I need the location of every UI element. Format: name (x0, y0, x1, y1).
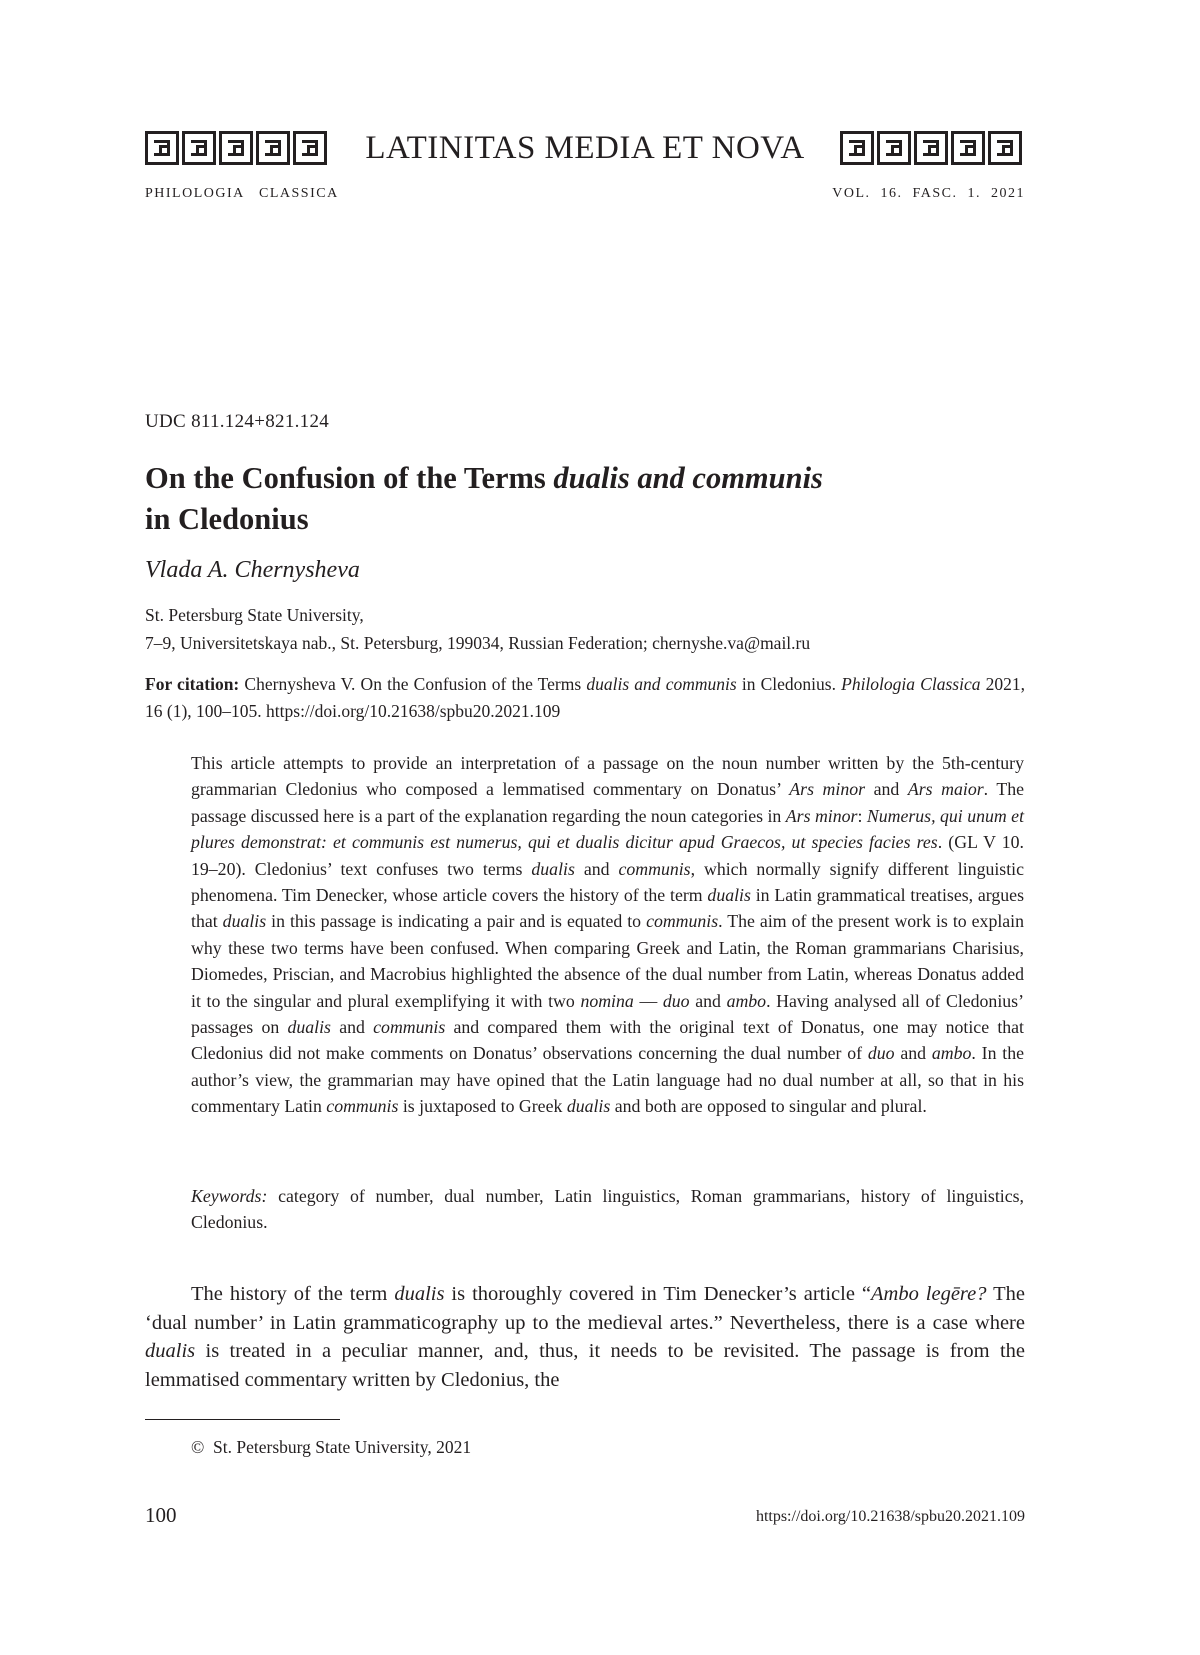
keywords-text: category of number, dual number, Latin linguistics, Roman grammarians, history of linguistics, Cledonius. (191, 1186, 1024, 1233)
journal-title: LATINITAS MEDIA ET NOVA (365, 129, 805, 166)
abstract-italic: dualis (707, 885, 751, 906)
abstract-italic: nomina (580, 990, 634, 1011)
citation-doi[interactable]: 2021, 16 (1), 100–105. https://doi.org/10.21638/spbu20.2021.109 (145, 674, 1026, 721)
body-italic: dualis (145, 1340, 196, 1363)
abstract-italic: communis (646, 911, 719, 932)
abstract-italic: dualis (531, 858, 575, 879)
abstract-italic: Ars maior (907, 779, 984, 800)
body-paragraph-text: The ‘dual number’ in Latin grammaticography up to the medieval artes.” Nevertheless, there is a case where (145, 1283, 1025, 1334)
abstract-text: and (689, 990, 727, 1011)
abstract-text: . In the author’s view, the grammarian may have opined that the Latin language had no dual number at all, so that in his commentary Latin (191, 1043, 1025, 1117)
abstract-text: — (633, 990, 663, 1011)
abstract-italic: dualis (287, 1017, 331, 1038)
abstract-italic: duo (662, 990, 690, 1011)
body-text (145, 1280, 1025, 1394)
abstract-text: . (GL V 10. 19–20). Cledonius’ text confuses two terms (191, 832, 1024, 879)
abstract-italic: communis (326, 1096, 399, 1117)
abstract-italic: dualis (222, 911, 267, 932)
abstract-text: . The passage discussed here is a part of the explanation regarding the noun categories in (191, 779, 1024, 826)
citation-journal: Philologia Classica (841, 674, 981, 694)
abstract-italic: communis (373, 1017, 446, 1038)
abstract-text: in this passage is indicating a pair and is equated to (266, 911, 647, 932)
running-head-section: PHILOLOGIA CLASSICA (145, 186, 339, 201)
citation-text: in Cledonius. (736, 674, 842, 694)
abstract (191, 750, 1024, 1120)
footer-doi-link[interactable]: https://doi.org/10.21638/spbu20.2021.109 (755, 1508, 1025, 1525)
abstract-text: , which normally signify different linguistic phenomena. Tim Denecker, whose article covers the history of the term (191, 858, 1024, 906)
abstract-italic: communis (618, 858, 691, 879)
title-text: On the Confusion of the Terms (145, 461, 554, 495)
body-paragraph-text: is treated in a peculiar manner, and, thus, it needs to be revisited. The passage is from the lemmatised commentary written by Cledonius, the (145, 1340, 1025, 1391)
citation-text: Chernysheva V. On the Confusion of the Terms (239, 674, 587, 694)
abstract-italic: ambo (931, 1043, 972, 1064)
title-italic: dualis and communis (553, 461, 823, 495)
article-title (145, 458, 1045, 540)
abstract-text: . Having analysed all of Cledonius’ passages on (191, 990, 1024, 1038)
abstract-text: and compared them with the original text of Donatus, one may notice that Cledonius did not make comments on Donatus’ observations concerning the dual number of (191, 1017, 1025, 1064)
body-italic: dualis (394, 1283, 445, 1305)
abstract-text: and both are opposed to singular and plural. (610, 1096, 927, 1117)
footnote-divider (145, 1419, 340, 1420)
copyright-footnote: © St. Petersburg State University, 2021 (191, 1437, 472, 1457)
abstract-italic: Ars minor (785, 805, 858, 826)
abstract-italic: dualis (566, 1096, 611, 1117)
abstract-italic: ambo (726, 990, 767, 1011)
running-head-volume: VOL. 16. FASC. 1. 2021 (832, 186, 1025, 201)
body-paragraph-text: The history of the term (191, 1283, 395, 1305)
body-paragraph-text: is thoroughly covered in Tim Denecker’s article “ (444, 1283, 871, 1305)
abstract-text: and (894, 1043, 932, 1064)
title-text-line2: in Cledonius (145, 502, 309, 536)
abstract-text: and (330, 1017, 374, 1038)
greek-key-ornament-left-icon (145, 131, 330, 165)
abstract-text: . The aim of the present work is to explain why these two terms have been confused. When comparing Greek and Latin, the Roman grammarians Charisius, Diomedes, Priscian, and Macrobius highlighted the absence of the dual number from Latin, whereas Donatus added it to the singular and plural exemplifying it with two (191, 911, 1024, 1011)
citation-label: For citation: (145, 674, 240, 694)
author-name: Vlada A. Chernysheva (145, 557, 360, 583)
affiliation-address: 7–9, Universitetskaya nab., St. Petersburg, 199034, Russian Federation; chernyshe.va@mail.ru (145, 633, 811, 653)
journal-masthead (145, 128, 1025, 168)
keywords-label: Keywords: (191, 1186, 268, 1206)
author-affiliation (145, 601, 1045, 657)
greek-key-ornament-right-icon (840, 131, 1025, 165)
udc-code: UDC 811.124+821.124 (145, 411, 330, 432)
affiliation-line: St. Petersburg State University, (145, 605, 364, 625)
page-number: 100 (145, 1503, 177, 1527)
citation-italic: dualis and communis (586, 674, 737, 694)
keywords (191, 1183, 1024, 1236)
abstract-text: is juxtaposed to Greek (398, 1096, 567, 1117)
citation-block (145, 671, 1025, 725)
abstract-text: and (574, 858, 619, 879)
body-italic: Ambo legēre? (871, 1283, 987, 1305)
abstract-text: : (857, 805, 867, 826)
abstract-text: and (865, 779, 908, 800)
abstract-text: This article attempts to provide an interpretation of a passage on the noun number written by the 5th-century grammarian Cledonius who composed a lemmatised commentary on Donatus’ (191, 753, 1024, 800)
abstract-italic: Ars minor (789, 779, 866, 800)
abstract-italic: duo (867, 1043, 895, 1064)
abstract-quote: Numerus, qui unum et plures demonstrat: et communis est numerus, qui et dualis dicitur apud Graecos, ut species facies res (191, 805, 1025, 853)
abstract-text: in Latin grammatical treatises, argues that (191, 885, 1024, 932)
